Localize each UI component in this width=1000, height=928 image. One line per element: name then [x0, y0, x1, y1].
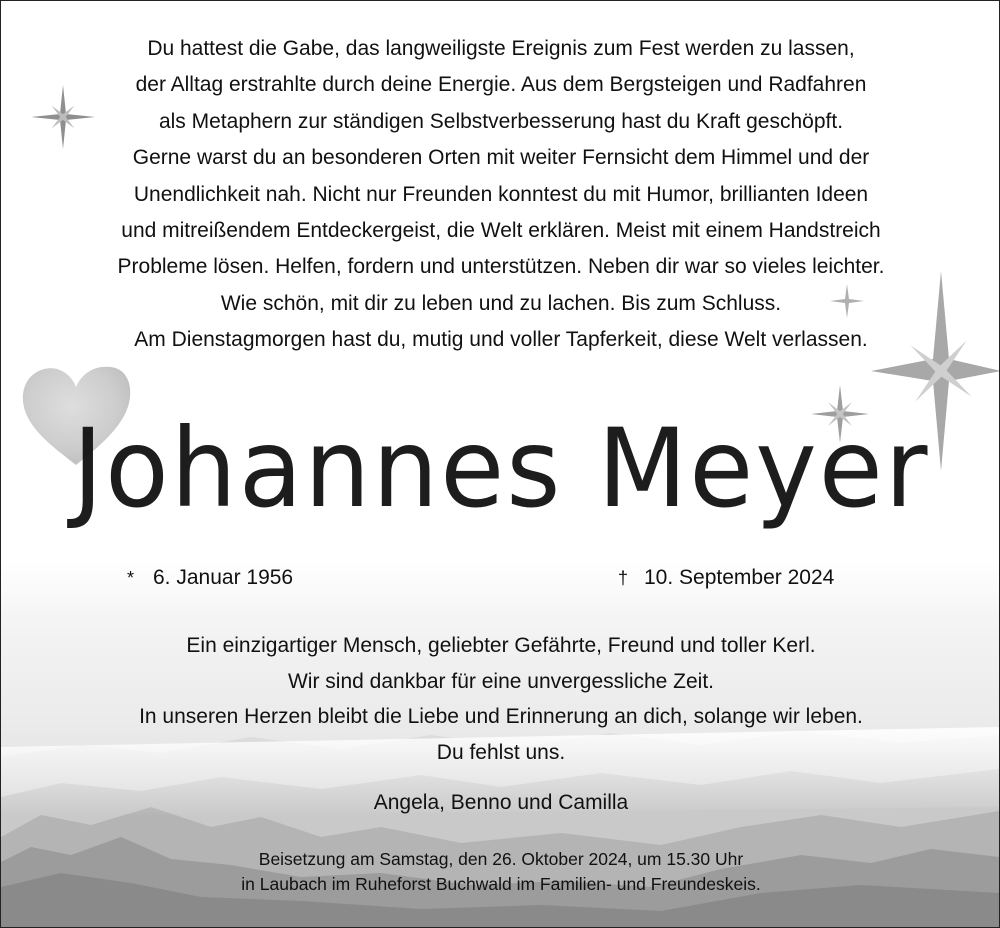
birth-date-text: 6. Januar 1956 — [153, 566, 294, 589]
poem-line: Du hattest die Gabe, das langweiligste Ereignis zum Fest werden zu lassen, — [147, 37, 855, 60]
poem-line: als Metaphern zur ständigen Selbstverbesserung hast du Kraft geschöpft. — [158, 109, 844, 133]
tribute-line: Wir sind dankbar für eine unvergessliche Zeit. — [287, 669, 715, 693]
tribute-line: Du fehlst uns. — [436, 740, 566, 764]
funeral-line: Beisetzung am Samstag, den 26. Oktober 2024, um 15.30 Uhr — [258, 849, 744, 869]
death-date-text: 10. September 2024 — [644, 566, 835, 589]
poem-line: und mitreißendem Entdeckergeist, die Welt erklären. Meist mit einem Handstreich — [121, 219, 881, 243]
deceased-name-heading — [1, 403, 1000, 533]
birth-symbol: * — [127, 568, 135, 588]
poem-line: Am Dienstagmorgen hast du, mutig und voller Tapferkeit, diese Welt verlassen. — [134, 328, 868, 352]
poem-text — [1, 31, 1000, 359]
funeral-info — [1, 847, 1000, 897]
death-symbol: † — [618, 568, 629, 588]
tribute-line: Ein einzigartiger Mensch, geliebter Gefährte, Freund und toller Kerl. — [186, 634, 816, 657]
poem-line: Unendlichkeit nah. Nicht nur Freunden konntest du mit Humor, brillianten Ideen — [133, 182, 869, 206]
poem-line: Probleme lösen. Helfen, fordern und unterstützen. Neben dir war so vieles leichter. — [117, 255, 885, 279]
tribute-text — [1, 628, 1000, 770]
deceased-name: Johannes Meyer — [72, 403, 930, 533]
death-date — [618, 563, 834, 593]
mourners-names: Angela, Benno und Camilla — [373, 791, 629, 814]
tribute-line: In unseren Herzen bleibt die Liebe und Erinnerung an dich, solange wir leben. — [139, 705, 863, 728]
poem-line: Wie schön, mit dir zu leben und zu lachen. Bis zum Schluss. — [220, 291, 782, 315]
poem-line: Gerne warst du an besonderen Orten mit weiter Fernsicht dem Himmel und der — [132, 146, 870, 170]
poem-line: der Alltag erstrahlte durch deine Energie. Aus dem Bergsteigen und Radfahren — [135, 73, 867, 97]
funeral-line: in Laubach im Ruheforst Buchwald im Familien- und Freundeskeis. — [241, 874, 761, 894]
birth-date — [127, 563, 293, 593]
